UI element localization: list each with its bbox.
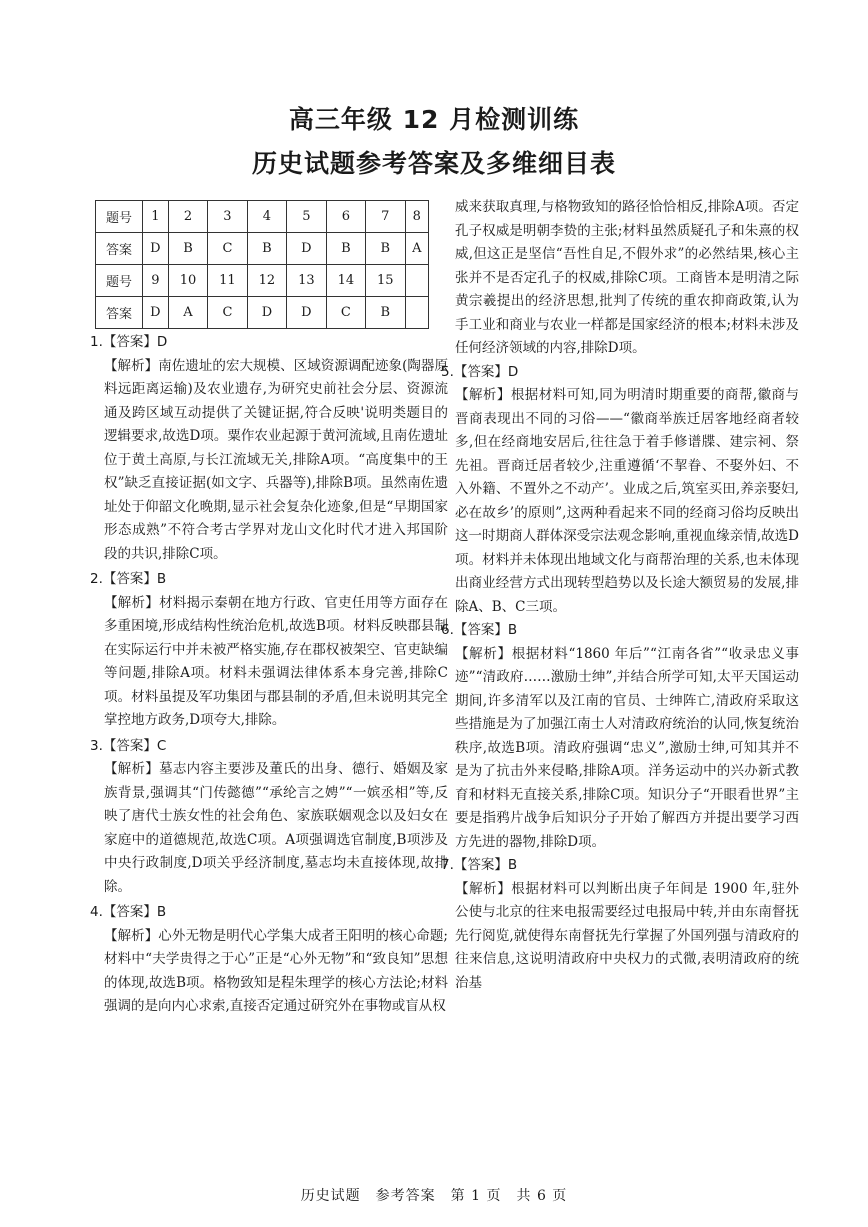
- table-cell: B: [366, 297, 405, 329]
- analysis-text: 【解析】根据材料“1860 年后”“江南各省”“收录忠义事迹”“清政府……激励士绅”,并结合所学可知,太平天国运动期间,许多清军以及江南的官员、士绅阵亡,清政府采取这些措施是为了加强江南士人对清政府统治的认同,恢复统治秩序,故选B项。清政府强调“忠义”,激励士绅,可知其并不是为了抗击外来侵略,排除A项。洋务运动中的兴办新式教育和材料无直接关系,排除C项。知识分子“开眼看世界”主要是指鸦片战争后知识分子开始了解西方并提出要学习西方先进的器物,排除D项。: [455, 645, 799, 850]
- table-cell: A: [168, 297, 207, 329]
- answer-line: 7.【答案】B: [441, 857, 518, 873]
- table-cell: 6: [326, 201, 365, 233]
- table-cell: 12: [247, 265, 286, 297]
- table-cell: D: [143, 233, 169, 265]
- table-cell: 14: [326, 265, 365, 297]
- row-label: 题号: [96, 265, 143, 297]
- table-row: [96, 297, 429, 329]
- table-cell: C: [208, 233, 247, 265]
- table-cell: A: [405, 233, 428, 265]
- table-cell: 11: [208, 265, 247, 297]
- left-column: [90, 200, 448, 1019]
- table-cell: D: [287, 233, 326, 265]
- answer-line: 2.【答案】B: [90, 571, 167, 587]
- answer-line: 5.【答案】D: [441, 363, 519, 380]
- table-cell: [405, 297, 428, 329]
- table-cell: 13: [287, 265, 326, 297]
- answer-line: 4.【答案】B: [90, 904, 167, 920]
- table-row: [96, 233, 429, 265]
- analysis-text: 【解析】根据材料可以判断出庚子年间是 1900 年,驻外公使与北京的往来电报需要经过电报局中转,并由东南督抚先行阅览,就使得东南督抚先行掌握了外国列强与清政府的往来信息,这说明清政府中央权力的式微,表明清政府的统治基: [455, 880, 799, 991]
- analysis-text: 【解析】根据材料可知,同为明清时期重要的商帮,徽商与晋商表现出不同的习俗——“徽商举族迁居客地经商者较多,但在经商地安居后,往往急于着手修谱牒、建宗祠、祭先祖。晋商迁居者较少,注重遵循‘不挈眷、不娶外妇、不入外籍、不置外之不动产’。业成之后,筑室买田,养亲娶妇,必在故乡’的原则”,这两种看起来不同的经商习俗均反映出这一时期商人群体深受宗法观念影响,重视血缘亲情,故选D项。材料并未体现出地域文化与商帮治理的关系,也未体现出商业经营方式出现转型趋势以及长途大额贸易的发展,排除A、B、C三项。: [455, 387, 799, 615]
- right-column: [441, 196, 799, 995]
- table-cell: 10: [168, 265, 207, 297]
- answer-line: 6.【答案】B: [441, 622, 518, 638]
- question-4: [90, 901, 448, 1019]
- table-cell: 9: [143, 265, 169, 297]
- table-cell: 15: [366, 265, 405, 297]
- table-row: [96, 201, 429, 233]
- analysis-text: 【解析】心外无物是明代心学集大成者王阳明的核心命题;材料中“夫学贵得之于心”正是“心外无物”和“致良知”思想的体现,故选B项。格物致知是程朱理学的核心方法论;材料强调的是向内心求索,直接否定通过研究外在事物或盲从权: [104, 927, 448, 1014]
- page-subtitle: 历史试题参考答案及多维细目表: [251, 149, 616, 178]
- table-cell: 2: [168, 201, 207, 233]
- analysis-text: 威来获取真理,与格物致知的路径恰恰相反,排除A项。否定孔子权威是明朝李贽的主张;材料虽然质疑孔子和朱熹的权威,但这正是坚信“吾性自足,不假外求”的必然结果,核心主张并不是否定孔子的权威,排除C项。工商皆本是明清之际黄宗羲提出的经济思想,批判了传统的重农抑商政策,认为手工业和商业与农业一样都是国家经济的根本;材料未涉及任何经济领域的内容,排除D项。: [455, 199, 799, 356]
- question-7: [441, 854, 799, 995]
- table-cell: 4: [247, 201, 286, 233]
- answer-line: 1.【答案】D: [90, 334, 168, 350]
- page-footer: 历史试题 参考答案 第 1 页 共 6 页: [300, 1188, 568, 1204]
- table-cell: 3: [208, 201, 247, 233]
- table-cell: 1: [143, 201, 169, 233]
- analysis-text: 【解析】墓志内容主要涉及董氏的出身、德行、婚姻及家族背景,强调其“门传懿德”“承纶言之娉”“一嫔丞相”等,反映了唐代士族女性的社会角色、家族联姻观念以及妇女在家庭中的道德规范,故选C项。A项强调选官制度,B项涉及中央行政制度,D项关乎经济制度,墓志均未直接体现,故排除。: [104, 761, 448, 895]
- row-label: 题号: [96, 201, 143, 233]
- table-cell: B: [366, 233, 405, 265]
- table-cell: [405, 265, 428, 297]
- row-label: 答案: [96, 233, 143, 265]
- question-3: [90, 735, 448, 900]
- table-cell: D: [287, 297, 326, 329]
- table-cell: B: [326, 233, 365, 265]
- table-cell: C: [326, 297, 365, 329]
- table-cell: 8: [405, 201, 428, 233]
- analysis-text: 【解析】南佐遗址的宏大规模、区域资源调配迹象(陶器原料远距离运输)及农业遗存,为研究史前社会分层、资源流通及跨区域互动提供了关键证据,符合反映'说明类题目的逻辑要求,故选D项。粟作农业起源于黄河流域,且南佐遗址位于黄土高原,与长江流域无关,排除A项。“高度集中的王权”缺乏直接证据(如文字、兵器等),排除B项。虽然南佐遗址处于仰韶文化晚期,显示社会复杂化迹象,但是“早期国家形态成熟”不符合考古学界对龙山文化时代才进入邦国阶段的共识,排除C项。: [104, 357, 448, 562]
- table-cell: D: [143, 297, 169, 329]
- table-cell: D: [247, 297, 286, 329]
- question-4-continued: [441, 196, 799, 361]
- table-cell: 7: [366, 201, 405, 233]
- table-row: [96, 265, 429, 297]
- question-2: [90, 568, 448, 733]
- table-cell: B: [247, 233, 286, 265]
- question-5: [441, 361, 799, 620]
- question-1: [90, 331, 448, 566]
- page-title: 高三年级 12 月检测训练: [288, 105, 580, 134]
- question-6: [441, 619, 799, 854]
- answer-line: 3.【答案】C: [90, 737, 167, 754]
- answer-table: [95, 200, 429, 329]
- table-cell: B: [168, 233, 207, 265]
- analysis-text: 【解析】材料揭示秦朝在地方行政、官吏任用等方面存在多重困境,形成结构性统治危机,故选B项。材料反映郡县制在实际运行中并未被严格实施,存在郡权被架空、官吏缺编等问题,排除A项。材料未强调法律体系本身完善,排除C项。材料虽提及军功集团与郡县制的矛盾,但未说明其完全掌控地方政务,D项夸大,排除。: [104, 594, 448, 728]
- table-cell: 5: [287, 201, 326, 233]
- row-label: 答案: [96, 297, 143, 329]
- table-cell: C: [208, 297, 247, 329]
